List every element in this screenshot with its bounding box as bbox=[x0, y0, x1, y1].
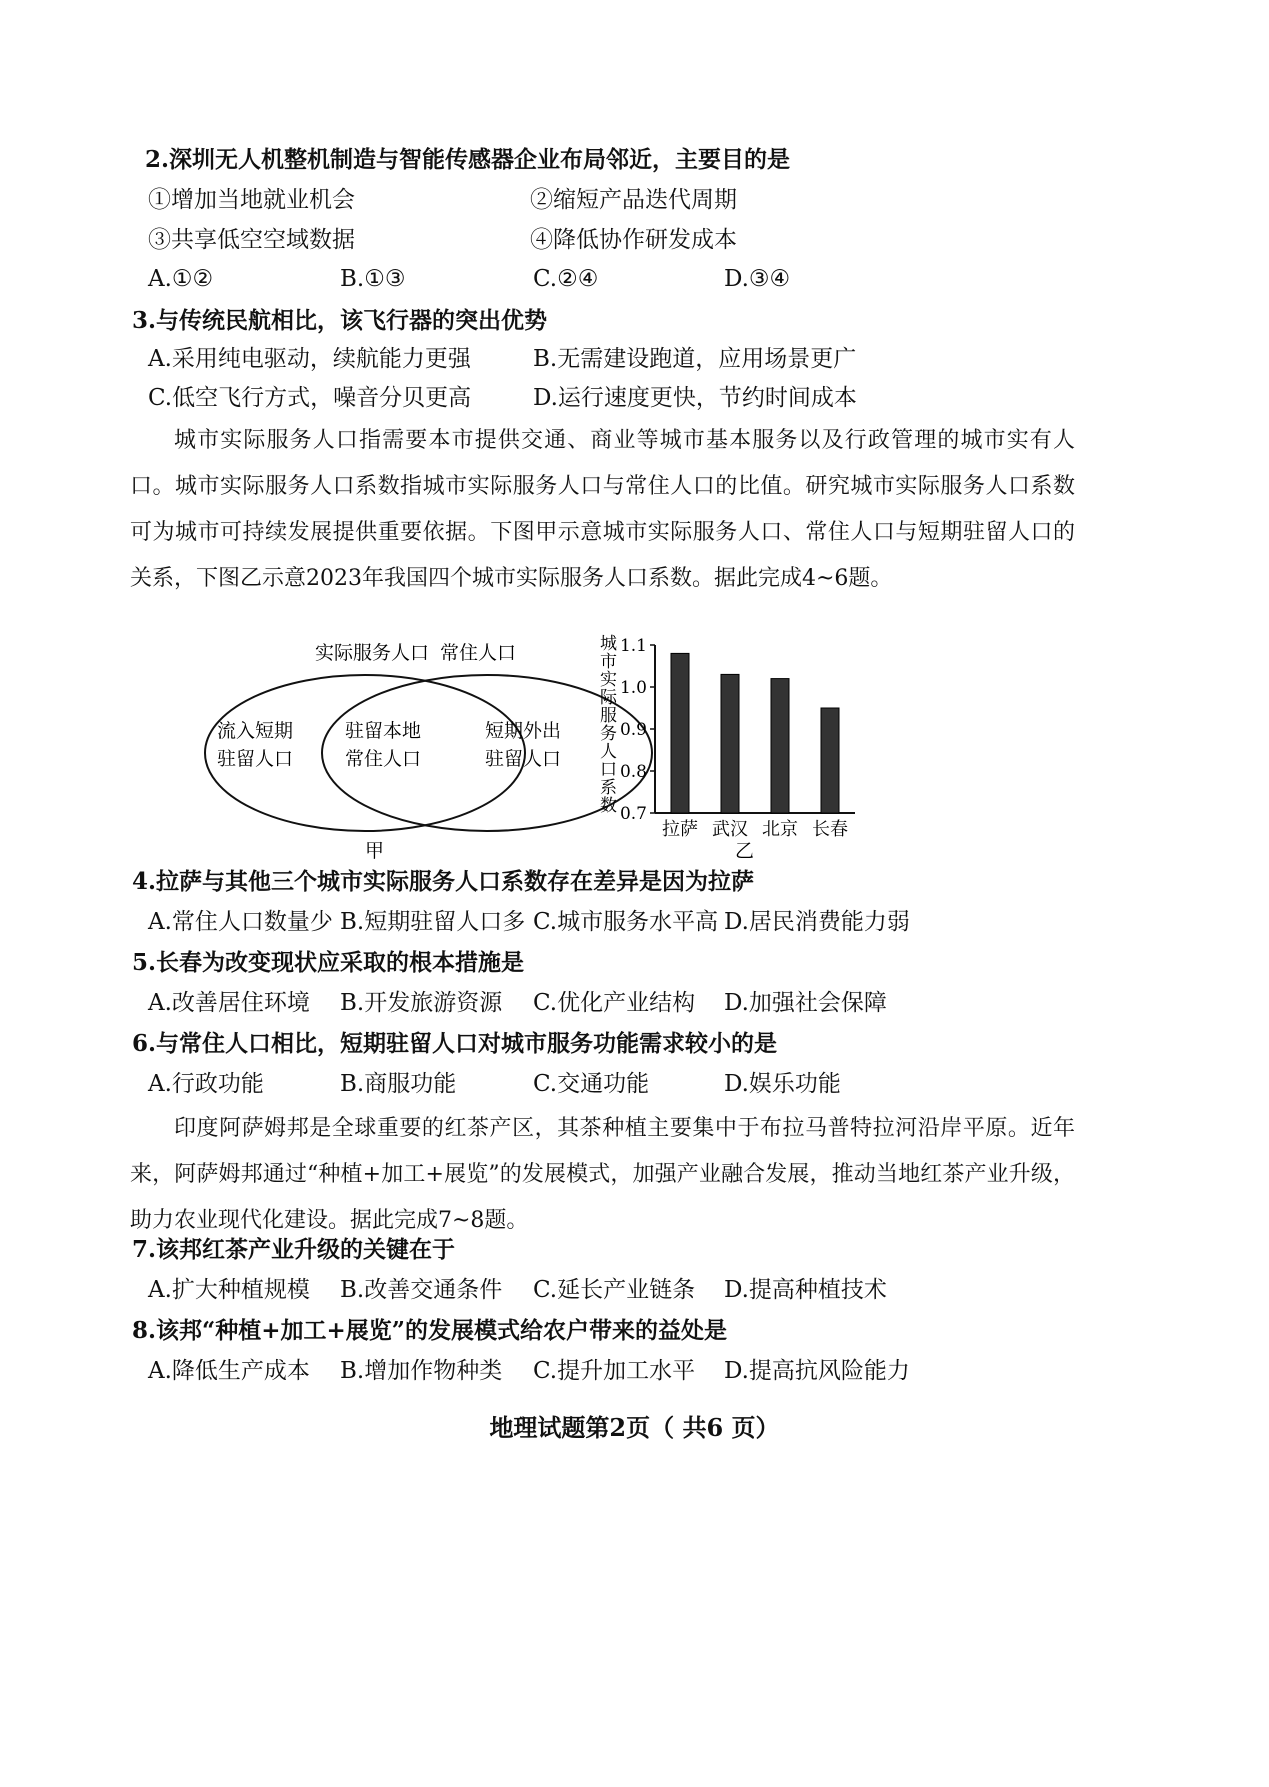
venn-label-actual-service: 实际服务人口 bbox=[315, 642, 430, 664]
q7-option-d[interactable]: D.提高种植技术 bbox=[724, 1277, 887, 1303]
q3-option-d[interactable]: D.运行速度更快，节约时间成本 bbox=[533, 385, 857, 411]
q5-option-b[interactable]: B.开发旅游资源 bbox=[340, 990, 503, 1016]
q2-option-d[interactable]: D.③④ bbox=[724, 266, 791, 292]
q2-item-2: ②缩短产品迭代周期 bbox=[530, 187, 737, 213]
q2-item-4: ④降低协作研发成本 bbox=[530, 227, 737, 253]
q4-option-a[interactable]: A.常住人口数量少 bbox=[148, 909, 333, 935]
passage-urban-population: 城市实际服务人口指需要本市提供交通、商业等城市基本服务以及行政管理的城市实有人口。城市实际服务人口系数指城市实际服务人口与常住人口的比值。研究城市实际服务人口系数可为城市可持续发展提供重要依据。下图甲示意城市实际服务人口、常住人口与短期驻留人口的关系，下图乙示意2023年我国四个城市实际服务人口系数。据此完成4~6题。 bbox=[130, 428, 1075, 591]
venn-left-only-line2: 驻留人口 bbox=[217, 748, 294, 770]
venn-diagram bbox=[205, 642, 652, 862]
bar-chart-ylabel bbox=[600, 634, 618, 816]
y-axis-label-char: 数 bbox=[600, 796, 617, 816]
q3-option-a[interactable]: A.采用纯电驱动，续航能力更强 bbox=[148, 346, 471, 372]
figure-svg bbox=[195, 625, 895, 865]
q3-option-b[interactable]: B.无需建设跑道，应用场景更广 bbox=[533, 346, 857, 372]
bar-北京 bbox=[771, 679, 789, 813]
y-axis-label-char: 服 bbox=[600, 706, 617, 726]
q8-option-d[interactable]: D.提高抗风险能力 bbox=[724, 1358, 910, 1384]
bar-chart-caption: 乙 bbox=[735, 840, 755, 862]
q4-stem: 4.拉萨与其他三个城市实际服务人口系数存在差异是因为拉萨 bbox=[132, 868, 755, 895]
q2-item-3: ③共享低空空域数据 bbox=[148, 227, 355, 253]
q7-option-c[interactable]: C.延长产业链条 bbox=[533, 1277, 696, 1303]
figure-group bbox=[195, 625, 895, 865]
q5-option-a[interactable]: A.改善居住环境 bbox=[148, 990, 310, 1016]
y-tick-label: 0.9 bbox=[619, 720, 647, 740]
venn-center-line1: 驻留本地 bbox=[345, 720, 422, 742]
q6-stem: 6.与常住人口相比，短期驻留人口对城市服务功能需求较小的是 bbox=[132, 1030, 778, 1057]
q2-option-b[interactable]: B.①③ bbox=[340, 266, 406, 292]
q8-option-a[interactable]: A.降低生产成本 bbox=[148, 1358, 310, 1384]
q5-option-d[interactable]: D.加强社会保障 bbox=[724, 990, 887, 1016]
y-tick-label: 0.8 bbox=[619, 762, 647, 782]
y-axis-label-char: 系 bbox=[600, 778, 617, 798]
y-tick-label: 1.1 bbox=[619, 636, 647, 656]
q6-option-d[interactable]: D.娱乐功能 bbox=[724, 1071, 841, 1097]
q4-option-c[interactable]: C.城市服务水平高 bbox=[533, 909, 719, 935]
q6-option-c[interactable]: C.交通功能 bbox=[533, 1071, 650, 1097]
y-axis-label-char: 人 bbox=[600, 742, 617, 762]
q2-option-c[interactable]: C.②④ bbox=[533, 266, 599, 292]
venn-caption: 甲 bbox=[365, 840, 385, 862]
q2-stem: 2.深圳无人机整机制造与智能传感器企业布局邻近，主要目的是 bbox=[145, 146, 791, 173]
venn-center-line2: 常住人口 bbox=[345, 748, 422, 770]
y-axis-label-char: 务 bbox=[600, 724, 617, 744]
bar-chart bbox=[600, 634, 855, 862]
q2-option-a[interactable]: A.①② bbox=[148, 266, 214, 292]
q7-option-b[interactable]: B.改善交通条件 bbox=[340, 1277, 503, 1303]
y-tick-label: 1.0 bbox=[619, 678, 647, 698]
x-tick-label: 北京 bbox=[762, 819, 798, 840]
q8-stem: 8.该邦“种植+加工+展览”的发展模式给农户带来的益处是 bbox=[132, 1317, 728, 1344]
venn-right-only-line2: 驻留人口 bbox=[485, 748, 562, 770]
y-axis-label-char: 实 bbox=[600, 670, 617, 690]
x-tick-label: 武汉 bbox=[712, 819, 748, 840]
q6-option-a[interactable]: A.行政功能 bbox=[148, 1071, 264, 1097]
q3-option-c[interactable]: C.低空飞行方式，噪音分贝更高 bbox=[148, 385, 472, 411]
y-axis-label-char: 际 bbox=[600, 688, 617, 708]
bar-拉萨 bbox=[671, 653, 689, 813]
q3-stem: 3.与传统民航相比，该飞行器的突出优势 bbox=[132, 307, 548, 334]
q4-option-d[interactable]: D.居民消费能力弱 bbox=[724, 909, 910, 935]
venn-right-only-line1: 短期外出 bbox=[485, 720, 562, 742]
q4-option-b[interactable]: B.短期驻留人口多 bbox=[340, 909, 526, 935]
q5-option-c[interactable]: C.优化产业结构 bbox=[533, 990, 696, 1016]
bar-chart-x-labels bbox=[662, 819, 848, 840]
q7-option-a[interactable]: A.扩大种植规模 bbox=[148, 1277, 310, 1303]
y-axis-label-char: 市 bbox=[600, 652, 617, 672]
q2-item-1: ①增加当地就业机会 bbox=[148, 187, 355, 213]
y-tick-label: 0.7 bbox=[619, 804, 647, 824]
q7-stem: 7.该邦红茶产业升级的关键在于 bbox=[132, 1236, 456, 1263]
x-tick-label: 拉萨 bbox=[662, 819, 698, 840]
x-tick-label: 长春 bbox=[812, 819, 848, 840]
q5-stem: 5.长春为改变现状应采取的根本措施是 bbox=[132, 949, 525, 976]
bar-长春 bbox=[821, 708, 839, 813]
venn-label-resident: 常住人口 bbox=[440, 642, 517, 664]
page-footer: 地理试题第2页（ 共6 页） bbox=[489, 1413, 780, 1442]
y-axis-label-char: 口 bbox=[600, 760, 617, 780]
bar-武汉 bbox=[721, 674, 739, 813]
q6-option-b[interactable]: B.商服功能 bbox=[340, 1071, 457, 1097]
passage-assam-tea: 印度阿萨姆邦是全球重要的红茶产区，其茶种植主要集中于布拉马普特拉河沿岸平原。近年来，阿萨姆邦通过“种植+加工+展览”的发展模式，加强产业融合发展，推动当地红茶产业升级，助力农业现代化建设。据此完成7~8题。 bbox=[130, 1116, 1075, 1233]
q8-option-b[interactable]: B.增加作物种类 bbox=[340, 1358, 503, 1384]
y-axis-label-char: 城 bbox=[600, 634, 617, 654]
bar-chart-bars bbox=[671, 653, 839, 813]
q8-option-c[interactable]: C.提升加工水平 bbox=[533, 1358, 696, 1384]
venn-left-only-line1: 流入短期 bbox=[217, 720, 294, 742]
